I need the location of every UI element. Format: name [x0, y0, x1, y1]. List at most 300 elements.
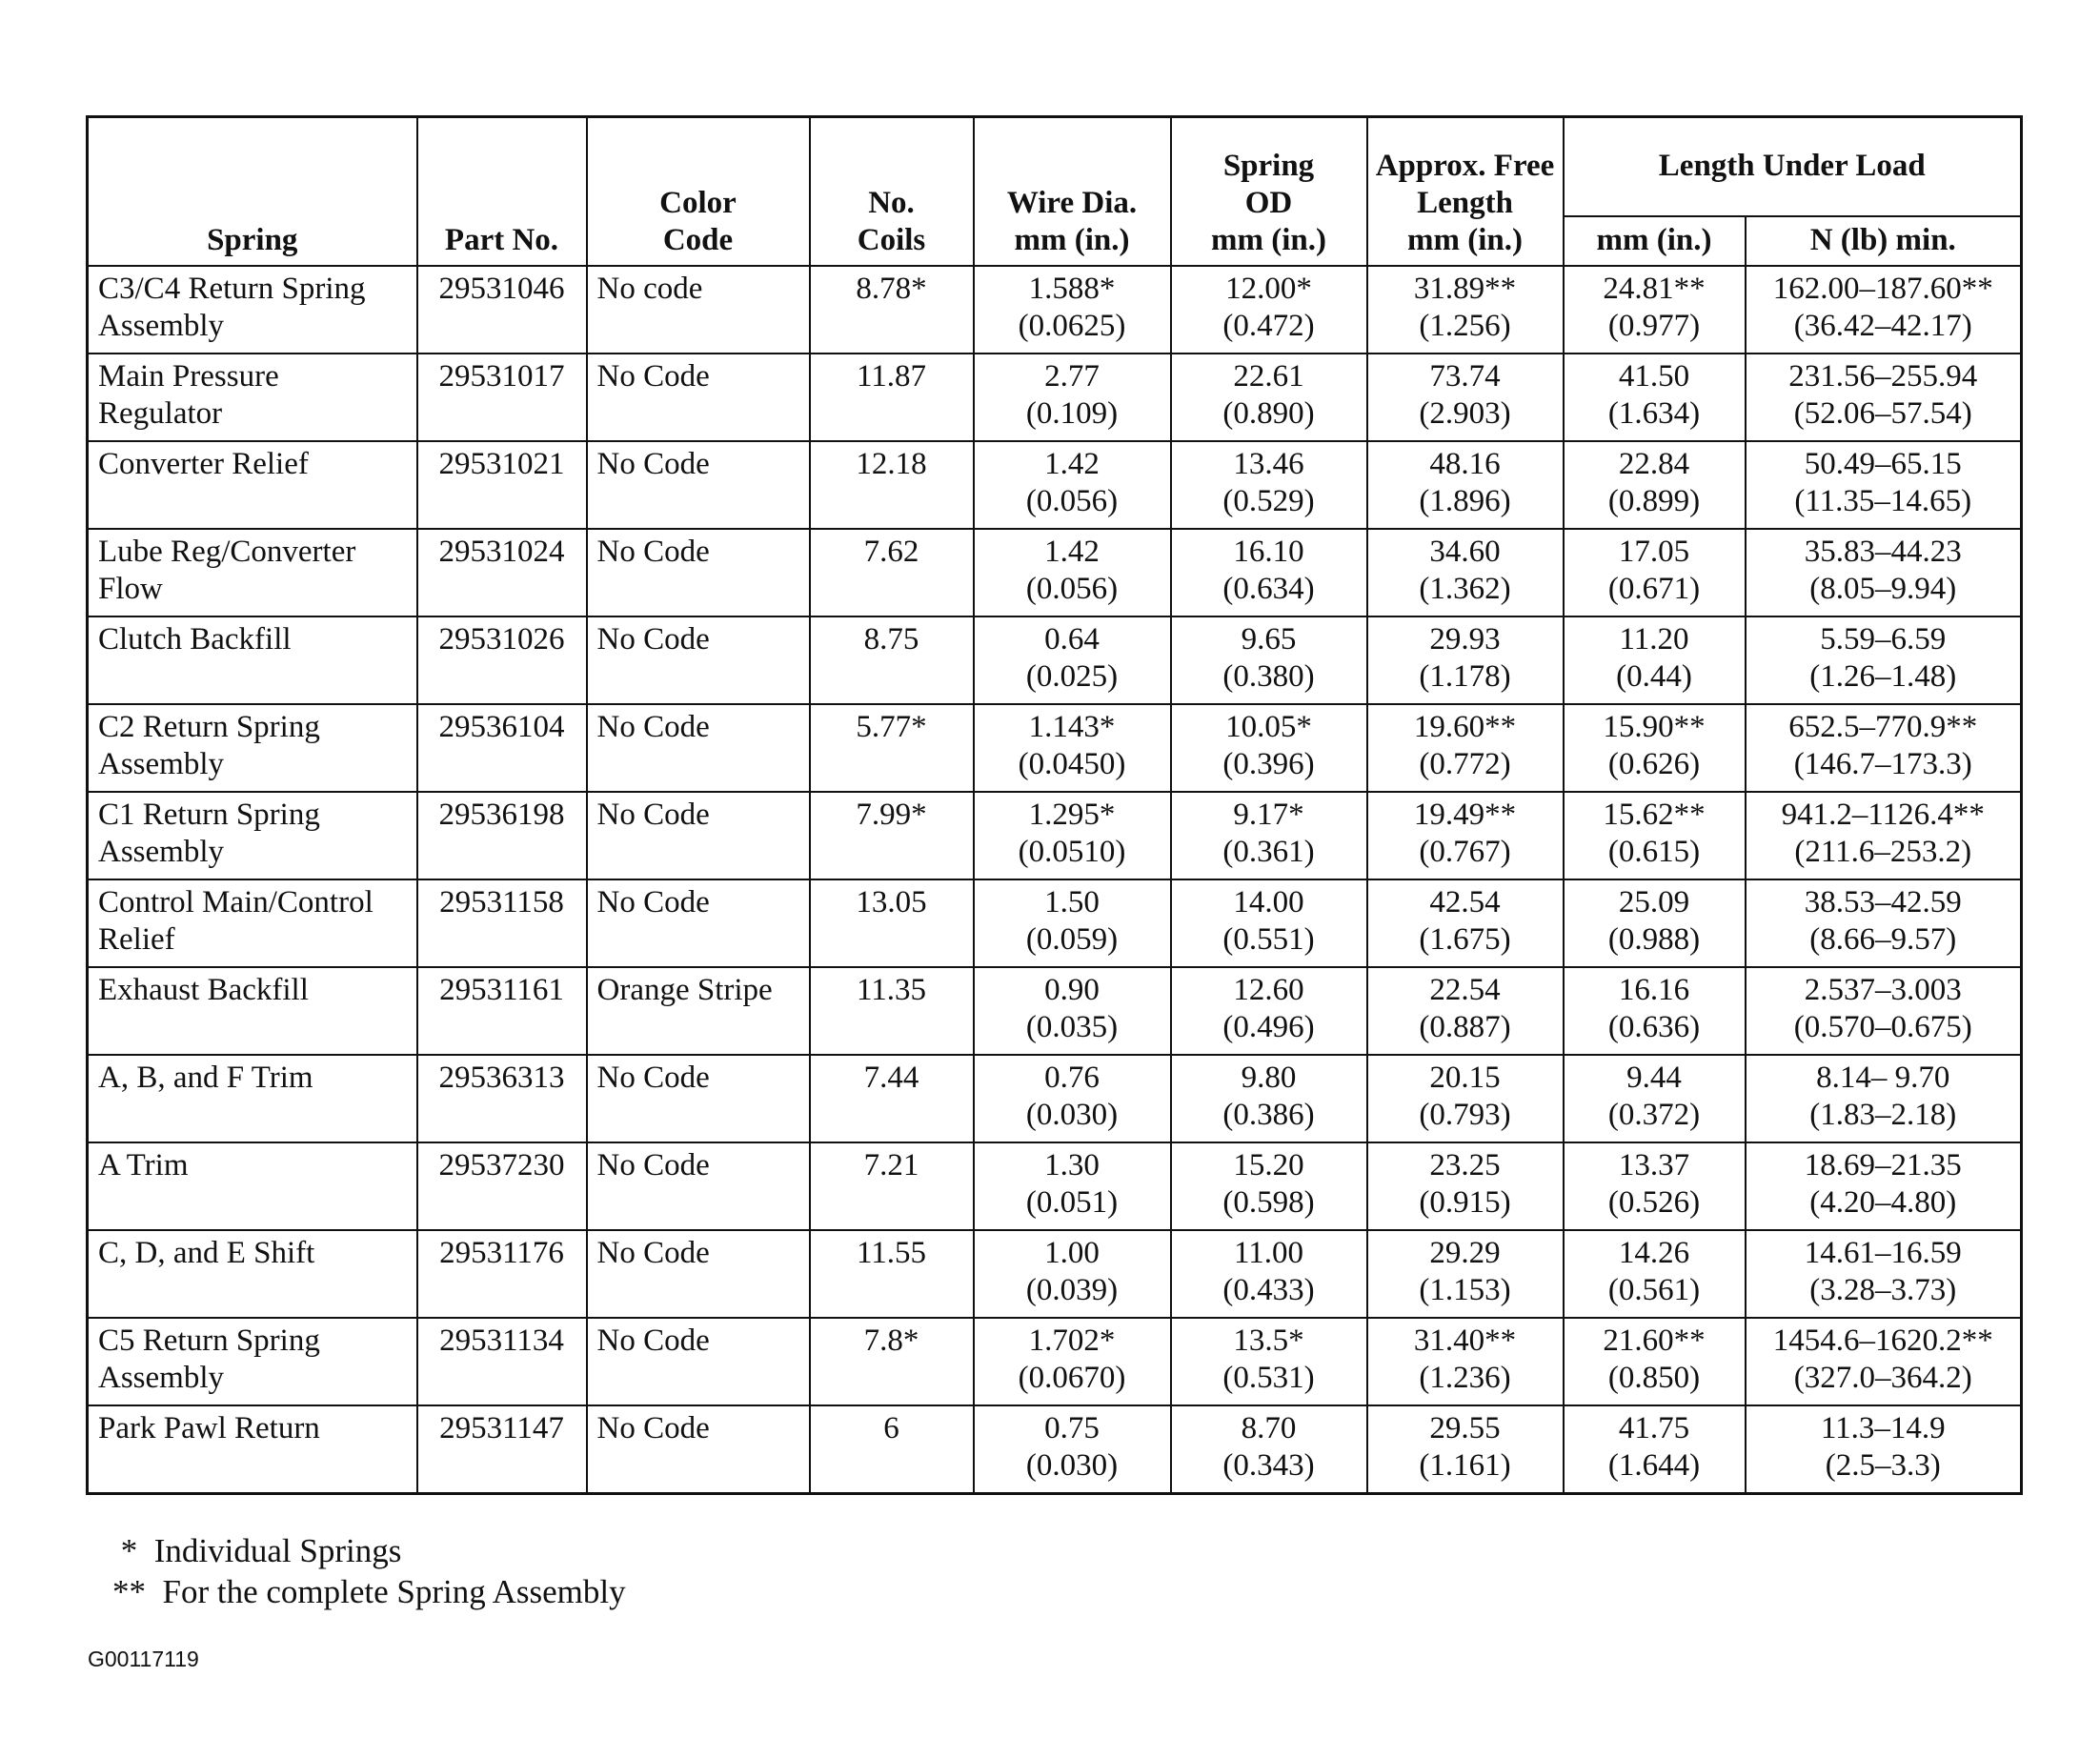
cell-lul-mm [1564, 616, 1746, 704]
cell-lul-mm [1564, 266, 1746, 354]
cell-spring-line: A Trim [98, 1148, 189, 1182]
cell-wire-dia-line: (0.039) [1025, 1273, 1119, 1307]
cell-color-code: No Code [587, 529, 810, 616]
cell-wire-dia [974, 1405, 1171, 1494]
cell-spring-od-line: 12.60 [1233, 973, 1304, 1007]
cell-lul-n-line: (8.66–9.57) [1809, 922, 1957, 957]
cell-spring-od [1171, 441, 1367, 529]
cell-wire-dia-line: 0.76 [1044, 1061, 1100, 1095]
cell-spring-od-line: 9.80 [1241, 1061, 1297, 1095]
cell-lul-n [1746, 1055, 2022, 1142]
cell-spring-od-line: (0.890) [1222, 396, 1315, 431]
cell-spring-line: C1 Return Spring [98, 798, 320, 832]
cell-spring [88, 1405, 417, 1494]
cell-part-no: 29531026 [417, 616, 587, 704]
cell-spring-line: A, B, and F Trim [98, 1061, 313, 1095]
cell-lul-n-line: (211.6–253.2) [1794, 835, 1972, 869]
cell-spring-line: Assembly [98, 309, 224, 343]
cell-wire-dia [974, 529, 1171, 616]
footnote-individual-springs: * Individual Springs [112, 1532, 402, 1569]
cell-wire-dia-line: 0.64 [1044, 622, 1100, 657]
cell-part-no: 29531024 [417, 529, 587, 616]
table-row [88, 1405, 2022, 1494]
cell-spring [88, 967, 417, 1055]
cell-wire-dia-line: 1.42 [1044, 447, 1100, 481]
cell-lul-n-line: 11.3–14.9 [1820, 1411, 1946, 1445]
cell-no-coils: 11.55 [810, 1230, 974, 1318]
header-no-coils [810, 117, 974, 267]
cell-spring-od-line: 13.46 [1233, 447, 1304, 481]
cell-no-coils: 7.21 [810, 1142, 974, 1230]
table-row [88, 1318, 2022, 1405]
header-length-under-load: Length Under Load [1564, 117, 2022, 217]
cell-lul-n-line: 162.00–187.60** [1772, 272, 1993, 306]
table-row [88, 792, 2022, 879]
cell-lul-n [1746, 1405, 2022, 1494]
cell-free-length-line: 29.29 [1429, 1236, 1501, 1270]
cell-color-code: No Code [587, 704, 810, 792]
cell-lul-n-line: 35.83–44.23 [1804, 535, 1962, 569]
cell-lul-n-line: 2.537–3.003 [1804, 973, 1962, 1007]
cell-no-coils: 6 [810, 1405, 974, 1494]
cell-part-no: 29531017 [417, 354, 587, 441]
cell-spring-line: Assembly [98, 747, 224, 781]
cell-lul-mm-line: 11.20 [1619, 622, 1689, 657]
cell-spring-od-line: 13.5* [1233, 1324, 1304, 1358]
cell-lul-n-line: (1.83–2.18) [1809, 1098, 1957, 1132]
cell-free-length-line: 19.49** [1413, 798, 1517, 832]
cell-lul-n-line: 38.53–42.59 [1804, 885, 1962, 919]
cell-wire-dia [974, 704, 1171, 792]
cell-spring-od-line: 14.00 [1233, 885, 1304, 919]
cell-free-length-line: 22.54 [1429, 973, 1501, 1007]
cell-spring-od [1171, 967, 1367, 1055]
cell-lul-mm-line: (0.988) [1607, 922, 1701, 957]
cell-spring-od-line: 9.17* [1233, 798, 1304, 832]
table-row [88, 1142, 2022, 1230]
cell-spring [88, 266, 417, 354]
spring-specifications-table [86, 115, 2023, 1495]
cell-free-length-line: (1.896) [1419, 484, 1511, 518]
cell-lul-n-line: 18.69–21.35 [1804, 1148, 1962, 1182]
cell-spring-od-line: 11.00 [1233, 1236, 1304, 1270]
cell-free-length-line: 29.55 [1429, 1411, 1501, 1445]
cell-free-length-line: (1.362) [1419, 572, 1511, 606]
table-row [88, 616, 2022, 704]
cell-lul-mm-line: (1.634) [1607, 396, 1701, 431]
cell-lul-n-line: 14.61–16.59 [1804, 1236, 1962, 1270]
cell-color-code: No code [587, 266, 810, 354]
cell-wire-dia-line: (0.056) [1025, 572, 1119, 606]
cell-lul-n-line: (4.20–4.80) [1809, 1185, 1957, 1220]
cell-wire-dia [974, 266, 1171, 354]
header-no-coils-line: No. [868, 186, 915, 220]
cell-lul-mm [1564, 1230, 1746, 1318]
cell-lul-n-line: (1.26–1.48) [1809, 659, 1957, 694]
header-free-length-line: mm (in.) [1407, 223, 1523, 257]
cell-free-length-line: (1.256) [1419, 309, 1511, 343]
cell-spring-line: Park Pawl Return [98, 1411, 320, 1445]
cell-wire-dia [974, 1230, 1171, 1318]
cell-lul-mm-line: (0.671) [1607, 572, 1701, 606]
figure-id: G00117119 [88, 1647, 199, 1671]
cell-spring-od-line: (0.551) [1222, 922, 1315, 957]
cell-wire-dia-line: (0.0625) [1018, 309, 1126, 343]
cell-spring-od-line: (0.531) [1222, 1361, 1315, 1395]
cell-spring-od [1171, 1318, 1367, 1405]
cell-free-length-line: (1.153) [1419, 1273, 1511, 1307]
cell-lul-n [1746, 354, 2022, 441]
header-no-coils-line: Coils [857, 223, 926, 257]
header-color-code-line: Color [659, 186, 737, 220]
cell-color-code: No Code [587, 879, 810, 967]
cell-free-length [1367, 616, 1564, 704]
cell-spring-line: Main Pressure [98, 359, 279, 394]
cell-part-no: 29531158 [417, 879, 587, 967]
cell-lul-n [1746, 441, 2022, 529]
cell-free-length [1367, 529, 1564, 616]
cell-lul-mm-line: (0.372) [1607, 1098, 1701, 1132]
cell-color-code: No Code [587, 1142, 810, 1230]
cell-no-coils: 7.44 [810, 1055, 974, 1142]
cell-spring [88, 1142, 417, 1230]
cell-lul-mm-line: (0.977) [1607, 309, 1701, 343]
cell-free-length-line: 48.16 [1429, 447, 1501, 481]
cell-spring-od-line: 8.70 [1241, 1411, 1297, 1445]
cell-no-coils: 7.99* [810, 792, 974, 879]
header-free-length-line: Approx. Free [1375, 149, 1555, 183]
cell-spring-od-line: (0.343) [1222, 1448, 1315, 1483]
cell-lul-mm-line: (0.850) [1607, 1361, 1701, 1395]
cell-no-coils: 8.75 [810, 616, 974, 704]
cell-spring [88, 529, 417, 616]
cell-lul-n [1746, 529, 2022, 616]
cell-spring-od [1171, 879, 1367, 967]
cell-no-coils: 11.35 [810, 967, 974, 1055]
cell-free-length-line: 20.15 [1429, 1061, 1501, 1095]
cell-spring-line: Control Main/Control [98, 885, 374, 919]
cell-spring-line: Clutch Backfill [98, 622, 292, 657]
cell-lul-n-line: (52.06–57.54) [1793, 396, 1972, 431]
cell-free-length [1367, 1318, 1564, 1405]
cell-no-coils: 5.77* [810, 704, 974, 792]
cell-wire-dia-line: (0.0670) [1018, 1361, 1126, 1395]
cell-lul-n [1746, 1318, 2022, 1405]
cell-spring [88, 441, 417, 529]
cell-free-length-line: 23.25 [1429, 1148, 1501, 1182]
cell-spring-od [1171, 1230, 1367, 1318]
cell-wire-dia [974, 1142, 1171, 1230]
cell-lul-mm-line: 16.16 [1618, 973, 1690, 1007]
cell-part-no: 29536198 [417, 792, 587, 879]
cell-lul-n [1746, 704, 2022, 792]
cell-lul-mm [1564, 1405, 1746, 1494]
cell-color-code: No Code [587, 441, 810, 529]
cell-spring [88, 704, 417, 792]
cell-free-length [1367, 967, 1564, 1055]
cell-spring-od-line: 12.00* [1225, 272, 1312, 306]
table-row [88, 1055, 2022, 1142]
cell-lul-mm-line: (0.526) [1607, 1185, 1701, 1220]
cell-wire-dia-line: 0.75 [1044, 1411, 1100, 1445]
cell-lul-n-line: (146.7–173.3) [1793, 747, 1972, 781]
cell-lul-mm-line: 41.50 [1618, 359, 1690, 394]
cell-color-code: No Code [587, 616, 810, 704]
cell-free-length-line: 42.54 [1429, 885, 1501, 919]
cell-spring [88, 1230, 417, 1318]
cell-no-coils: 12.18 [810, 441, 974, 529]
header-wire-dia [974, 117, 1171, 267]
cell-part-no: 29531134 [417, 1318, 587, 1405]
cell-wire-dia-line: (0.051) [1025, 1185, 1119, 1220]
cell-lul-n [1746, 266, 2022, 354]
header-spring: Spring [88, 117, 417, 267]
cell-free-length-line: (1.178) [1419, 659, 1511, 694]
cell-wire-dia [974, 616, 1171, 704]
cell-lul-mm-line: 14.26 [1618, 1236, 1690, 1270]
cell-free-length-line: (0.915) [1419, 1185, 1511, 1220]
cell-spring-od [1171, 354, 1367, 441]
cell-spring-od [1171, 704, 1367, 792]
cell-free-length [1367, 1405, 1564, 1494]
table-row [88, 879, 2022, 967]
cell-free-length-line: 19.60** [1413, 710, 1517, 744]
cell-free-length-line: (2.903) [1419, 396, 1511, 431]
cell-wire-dia-line: (0.025) [1025, 659, 1119, 694]
cell-spring-od-line: 9.65 [1241, 622, 1297, 657]
cell-spring-line: Lube Reg/Converter [98, 535, 356, 569]
cell-spring-line: C2 Return Spring [98, 710, 320, 744]
cell-part-no: 29531147 [417, 1405, 587, 1494]
cell-wire-dia-line: (0.0510) [1018, 835, 1126, 869]
cell-lul-mm [1564, 704, 1746, 792]
cell-lul-n [1746, 967, 2022, 1055]
cell-lul-mm-line: 25.09 [1618, 885, 1690, 919]
cell-spring-od-line: 16.10 [1233, 535, 1304, 569]
cell-color-code: Orange Stripe [587, 967, 810, 1055]
cell-free-length-line: 29.93 [1429, 622, 1501, 657]
table-row [88, 704, 2022, 792]
cell-lul-mm-line: 15.62** [1603, 798, 1706, 832]
cell-free-length-line: (0.887) [1419, 1010, 1511, 1044]
cell-wire-dia [974, 967, 1171, 1055]
cell-lul-n-line: (327.0–364.2) [1793, 1361, 1972, 1395]
cell-lul-n-line: 231.56–255.94 [1788, 359, 1978, 394]
cell-no-coils: 7.8* [810, 1318, 974, 1405]
cell-free-length [1367, 1142, 1564, 1230]
cell-wire-dia-line: 1.295* [1028, 798, 1116, 832]
cell-wire-dia-line: (0.030) [1025, 1448, 1119, 1483]
cell-free-length [1367, 704, 1564, 792]
cell-spring-od-line: 10.05* [1225, 710, 1312, 744]
cell-part-no: 29537230 [417, 1142, 587, 1230]
cell-lul-mm-line: (0.615) [1607, 835, 1701, 869]
header-spring-od-line: OD [1244, 186, 1293, 220]
cell-free-length-line: (0.793) [1419, 1098, 1511, 1132]
cell-lul-n [1746, 1142, 2022, 1230]
cell-lul-n-line: 652.5–770.9** [1788, 710, 1978, 744]
footnote-complete-assembly: ** For the complete Spring Assembly [112, 1573, 626, 1610]
cell-free-length [1367, 1055, 1564, 1142]
cell-lul-mm [1564, 354, 1746, 441]
cell-wire-dia-line: (0.030) [1025, 1098, 1119, 1132]
cell-lul-n [1746, 616, 2022, 704]
cell-free-length-line: 73.74 [1429, 359, 1501, 394]
cell-spring-line: Assembly [98, 835, 224, 869]
cell-lul-mm-line: (0.44) [1616, 659, 1692, 694]
cell-part-no: 29531161 [417, 967, 587, 1055]
header-free-length [1367, 117, 1564, 267]
cell-spring-od-line: 15.20 [1233, 1148, 1304, 1182]
cell-spring-line: C5 Return Spring [98, 1324, 320, 1358]
cell-spring-od [1171, 266, 1367, 354]
cell-lul-mm-line: (0.899) [1607, 484, 1701, 518]
cell-lul-mm [1564, 1318, 1746, 1405]
cell-wire-dia-line: 1.702* [1028, 1324, 1116, 1358]
cell-free-length-line: (1.161) [1419, 1448, 1511, 1483]
cell-lul-mm-line: (0.561) [1607, 1273, 1701, 1307]
cell-color-code: No Code [587, 1055, 810, 1142]
cell-spring [88, 1055, 417, 1142]
cell-no-coils: 13.05 [810, 879, 974, 967]
cell-lul-mm [1564, 529, 1746, 616]
cell-wire-dia-line: (0.059) [1025, 922, 1119, 957]
cell-spring-line: Converter Relief [98, 447, 309, 481]
cell-part-no: 29531021 [417, 441, 587, 529]
cell-spring-od-line: (0.386) [1222, 1098, 1315, 1132]
cell-spring-od [1171, 1142, 1367, 1230]
cell-wire-dia-line: 1.50 [1044, 885, 1100, 919]
cell-lul-mm-line: (1.644) [1607, 1448, 1701, 1483]
table-body [88, 266, 2022, 1494]
cell-wire-dia-line: 1.30 [1044, 1148, 1100, 1182]
cell-part-no: 29531176 [417, 1230, 587, 1318]
cell-free-length-line: 31.40** [1413, 1324, 1517, 1358]
cell-spring-od-line: (0.529) [1222, 484, 1315, 518]
cell-wire-dia-line: 1.42 [1044, 535, 1100, 569]
header-wire-dia-line: mm (in.) [1014, 223, 1130, 257]
cell-spring-od [1171, 1055, 1367, 1142]
cell-spring-od-line: (0.433) [1222, 1273, 1315, 1307]
cell-lul-mm-line: (0.636) [1607, 1010, 1701, 1044]
cell-no-coils: 11.87 [810, 354, 974, 441]
cell-wire-dia-line: (0.056) [1025, 484, 1119, 518]
cell-spring-od [1171, 529, 1367, 616]
cell-free-length-line: (0.772) [1419, 747, 1511, 781]
table-row [88, 354, 2022, 441]
cell-spring-od-line: (0.496) [1222, 1010, 1315, 1044]
cell-lul-mm-line: 41.75 [1618, 1411, 1690, 1445]
header-color-code-line: Code [662, 223, 734, 257]
cell-free-length [1367, 441, 1564, 529]
cell-lul-mm-line: (0.626) [1607, 747, 1701, 781]
cell-spring-line: C, D, and E Shift [98, 1236, 315, 1270]
cell-free-length-line: 34.60 [1429, 535, 1501, 569]
cell-lul-mm-line: 9.44 [1626, 1061, 1682, 1095]
cell-spring [88, 1318, 417, 1405]
cell-spring-od-line: (0.396) [1222, 747, 1315, 781]
cell-lul-n-line: (2.5–3.3) [1825, 1448, 1941, 1483]
cell-free-length [1367, 1230, 1564, 1318]
header-part-no: Part No. [417, 117, 587, 267]
cell-lul-n-line: (0.570–0.675) [1793, 1010, 1972, 1044]
cell-wire-dia [974, 1055, 1171, 1142]
cell-wire-dia [974, 879, 1171, 967]
cell-lul-mm-line: 21.60** [1603, 1324, 1706, 1358]
cell-spring-od [1171, 792, 1367, 879]
cell-lul-n-line: (8.05–9.94) [1809, 572, 1957, 606]
table-row [88, 1230, 2022, 1318]
cell-lul-mm-line: 22.84 [1618, 447, 1690, 481]
cell-wire-dia-line: 1.143* [1028, 710, 1116, 744]
cell-spring-od-line: (0.598) [1222, 1185, 1315, 1220]
cell-spring-line: Flow [98, 572, 163, 606]
cell-spring [88, 354, 417, 441]
cell-spring [88, 792, 417, 879]
cell-wire-dia-line: 2.77 [1044, 359, 1100, 394]
cell-free-length [1367, 879, 1564, 967]
cell-spring-od-line: (0.361) [1222, 835, 1315, 869]
cell-spring-od-line: (0.634) [1222, 572, 1315, 606]
cell-spring [88, 879, 417, 967]
cell-lul-mm [1564, 879, 1746, 967]
cell-free-length-line: 31.89** [1413, 272, 1517, 306]
table-row [88, 967, 2022, 1055]
header-spring-od-line: mm (in.) [1211, 223, 1326, 257]
header-spring-od [1171, 117, 1367, 267]
cell-spring-line: Relief [98, 922, 175, 957]
cell-lul-n [1746, 879, 2022, 967]
cell-color-code: No Code [587, 1405, 810, 1494]
header-color-code [587, 117, 810, 267]
cell-lul-mm [1564, 792, 1746, 879]
cell-free-length-line: (0.767) [1419, 835, 1511, 869]
cell-color-code: No Code [587, 792, 810, 879]
cell-spring-line: Assembly [98, 1361, 224, 1395]
cell-no-coils: 7.62 [810, 529, 974, 616]
cell-wire-dia-line: (0.0450) [1018, 747, 1126, 781]
cell-lul-n-line: (36.42–42.17) [1793, 309, 1972, 343]
cell-lul-n [1746, 792, 2022, 879]
cell-spring-od-line: (0.380) [1222, 659, 1315, 694]
cell-lul-n-line: (11.35–14.65) [1794, 484, 1972, 518]
cell-free-length-line: (1.236) [1419, 1361, 1511, 1395]
cell-wire-dia-line: (0.035) [1025, 1010, 1119, 1044]
cell-lul-mm-line: 24.81** [1603, 272, 1706, 306]
cell-color-code: No Code [587, 1230, 810, 1318]
cell-lul-mm-line: 17.05 [1618, 535, 1690, 569]
cell-spring [88, 616, 417, 704]
cell-spring-od-line: 22.61 [1233, 359, 1304, 394]
cell-free-length-line: (1.675) [1419, 922, 1511, 957]
table-row [88, 529, 2022, 616]
cell-free-length [1367, 266, 1564, 354]
cell-lul-mm [1564, 441, 1746, 529]
cell-lul-n-line: 8.14– 9.70 [1816, 1061, 1950, 1095]
cell-wire-dia-line: 0.90 [1044, 973, 1100, 1007]
cell-lul-n [1746, 1230, 2022, 1318]
cell-wire-dia [974, 1318, 1171, 1405]
cell-wire-dia-line: 1.00 [1044, 1236, 1100, 1270]
cell-wire-dia-line: 1.588* [1028, 272, 1116, 306]
cell-lul-n-line: 1454.6–1620.2** [1772, 1324, 1993, 1358]
cell-lul-n-line: (3.28–3.73) [1809, 1273, 1957, 1307]
cell-wire-dia [974, 354, 1171, 441]
cell-wire-dia-line: (0.109) [1025, 396, 1119, 431]
cell-wire-dia [974, 792, 1171, 879]
footnotes [112, 1530, 626, 1612]
cell-part-no: 29536104 [417, 704, 587, 792]
